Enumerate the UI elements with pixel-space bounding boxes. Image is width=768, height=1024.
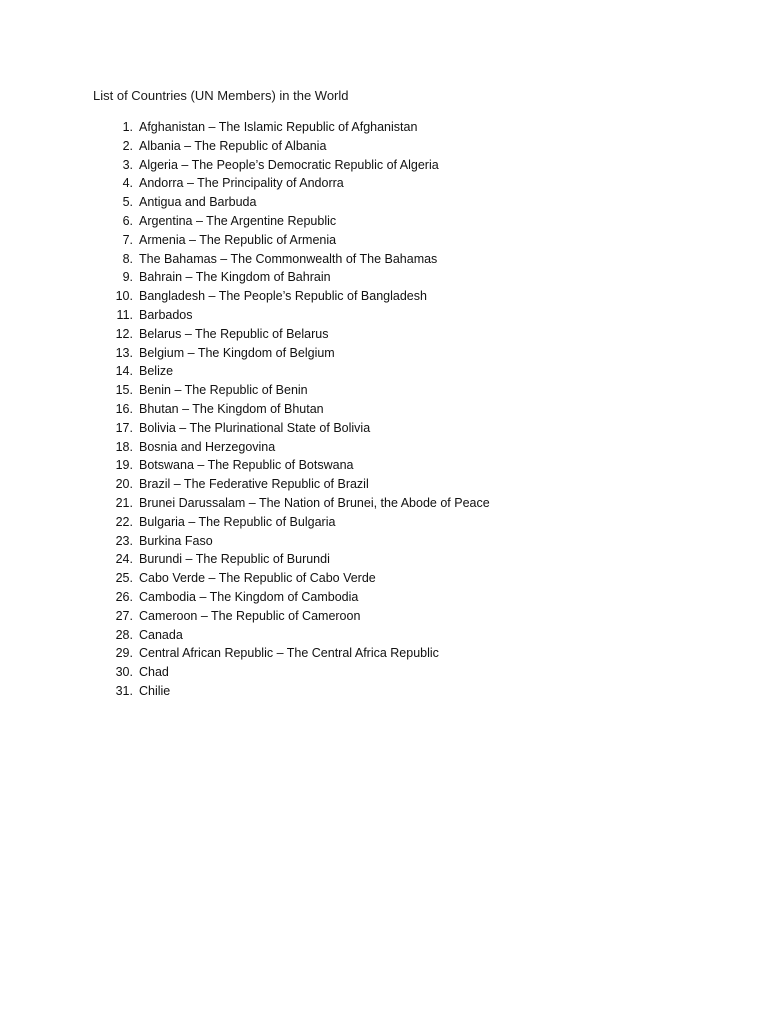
- list-item-text: Chad: [139, 665, 169, 680]
- list-item-text: Benin – The Republic of Benin: [139, 383, 308, 398]
- list-item-text: Bangladesh – The People’s Republic of Bangladesh: [139, 289, 427, 304]
- list-item-text: Andorra – The Principality of Andorra: [139, 176, 344, 191]
- list-item-number: 30.: [115, 665, 133, 680]
- list-item-text: Belgium – The Kingdom of Belgium: [139, 345, 335, 360]
- list-item-text: Chilie: [139, 683, 171, 698]
- list-item-text: Argentina – The Argentine Republic: [139, 213, 337, 228]
- list-item-text: Burkina Faso: [139, 533, 213, 548]
- list-item-number: 26.: [115, 589, 133, 604]
- list-item-number: 3.: [122, 157, 133, 172]
- list-item-text: Bulgaria – The Republic of Bulgaria: [139, 514, 336, 529]
- list-item-text: Antigua and Barbuda: [139, 195, 257, 210]
- list-item-text: The Bahamas – The Commonwealth of The Bahamas: [139, 251, 438, 266]
- list-item-number: 23.: [115, 533, 133, 548]
- list-item-text: Bosnia and Herzegovina: [139, 439, 276, 454]
- list-item-number: 22.: [115, 514, 133, 529]
- list-item-number: 28.: [115, 627, 133, 642]
- list-item-text: Brazil – The Federative Republic of Brazil: [139, 477, 369, 492]
- list-item-text: Barbados: [139, 307, 193, 322]
- list-item-number: 10.: [115, 289, 133, 304]
- list-item-text: Cambodia – The Kingdom of Cambodia: [139, 589, 359, 604]
- list-item-number: 16.: [115, 401, 133, 416]
- list-item-number: 31.: [115, 683, 133, 698]
- list-item-number: 19.: [115, 458, 133, 473]
- list-item-text: Afghanistan – The Islamic Republic of Afghanistan: [139, 120, 418, 134]
- list-item-text: Central African Republic – The Central Africa Republic: [139, 646, 439, 661]
- list-item-number: 6.: [122, 213, 133, 228]
- list-item-text: Belize: [139, 364, 174, 379]
- list-item-text: Armenia – The Republic of Armenia: [139, 232, 337, 247]
- list-item-number: 11.: [116, 307, 133, 322]
- list-item-text: Brunei Darussalam – The Nation of Brunei, the Abode of Peace: [139, 495, 490, 510]
- list-item-number: 5.: [122, 195, 133, 210]
- list-item-text: Burundi – The Republic of Burundi: [139, 552, 330, 567]
- list-item-text: Bahrain – The Kingdom of Bahrain: [139, 270, 331, 285]
- list-item-number: 25.: [115, 571, 133, 586]
- list-item-number: 4.: [122, 176, 133, 191]
- list-item-number: 20.: [115, 477, 133, 492]
- list-item-number: 24.: [115, 552, 133, 567]
- list-item-number: 15.: [115, 383, 133, 398]
- list-item-number: 18.: [115, 439, 133, 454]
- list-item-text: Algeria – The People’s Democratic Republic of Algeria: [139, 157, 439, 172]
- list-item-number: 29.: [115, 646, 133, 661]
- list-item-number: 12.: [115, 326, 133, 341]
- document-title: List of Countries (UN Members) in the World: [93, 88, 349, 103]
- list-item-number: 2.: [122, 138, 133, 153]
- list-item-number: 17.: [115, 420, 133, 435]
- list-item-text: Belarus – The Republic of Belarus: [139, 326, 329, 341]
- list-item-number: 13.: [115, 345, 133, 360]
- list-item-text: Cameroon – The Republic of Cameroon: [139, 608, 361, 623]
- list-item-number: 27.: [115, 608, 133, 623]
- list-item-number: 21.: [115, 495, 133, 510]
- list-item-text: Botswana – The Republic of Botswana: [139, 458, 354, 473]
- list-item-text: Canada: [139, 627, 183, 642]
- list-item-number: 8.: [122, 251, 133, 266]
- list-item-text: Bolivia – The Plurinational State of Bolivia: [139, 420, 371, 435]
- list-item-number: 7.: [122, 232, 133, 247]
- list-item-text: Cabo Verde – The Republic of Cabo Verde: [139, 571, 376, 586]
- list-item-number: 14.: [115, 364, 133, 379]
- list-item-text: Bhutan – The Kingdom of Bhutan: [139, 401, 324, 416]
- list-item-number: 9.: [122, 270, 133, 285]
- list-item-number: 1.: [122, 120, 133, 134]
- list-item-text: Albania – The Republic of Albania: [139, 138, 327, 153]
